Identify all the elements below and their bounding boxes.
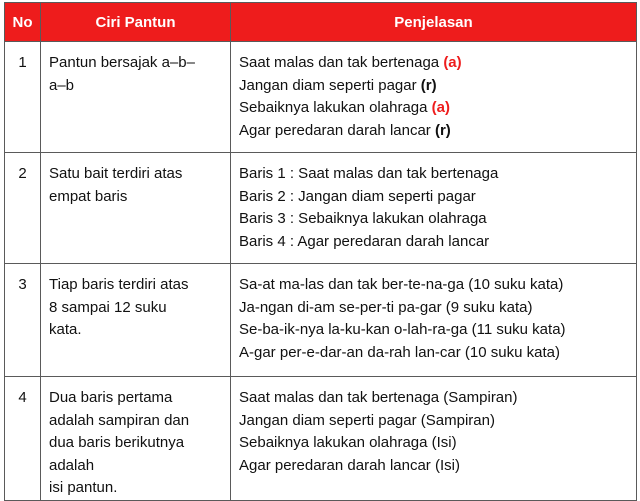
penjelasan-line <box>239 75 628 98</box>
row-number: 3 <box>5 264 41 377</box>
penjelasan-cell <box>231 42 637 153</box>
ciri-cell <box>41 264 231 377</box>
penjelasan-cell <box>231 377 637 501</box>
ciri-line: Tiap baris terdiri atas <box>49 276 189 293</box>
ciri-line: kata. <box>49 321 82 338</box>
penjelasan-line: Baris 2 : Jangan diam seperti pagar <box>239 187 476 205</box>
ciri-line: adalah sampiran dan <box>49 411 190 429</box>
table-body <box>5 42 637 501</box>
penjelasan-line: Baris 3 : Sebaiknya lakukan olahraga <box>239 210 487 227</box>
row-number: 1 <box>5 42 41 153</box>
header-row <box>5 3 637 42</box>
ciri-line: adalah <box>49 456 95 474</box>
ciri-line: Dua baris pertama <box>49 389 173 406</box>
ciri-line: Pantun bersajak a–b– <box>49 54 195 71</box>
ciri-line: isi pantun. <box>49 479 118 496</box>
row-number: 2 <box>5 153 41 264</box>
penjelasan-text: Saat malas dan tak bertenaga <box>239 54 444 71</box>
table-row <box>5 153 637 264</box>
penjelasan-line: A-gar per-e-dar-an da-rah lan-car (10 suku kata) <box>239 343 560 361</box>
penjelasan-text: Sebaiknya lakukan olahraga <box>239 99 432 116</box>
penjelasan-line: Baris 4 : Agar peredaran darah lancar <box>239 232 490 250</box>
table-row <box>5 377 637 501</box>
table-row <box>5 42 637 153</box>
header-no: No <box>5 3 41 42</box>
penjelasan-text: Jangan diam seperti pagar <box>239 76 421 94</box>
penjelasan-cell <box>231 264 637 377</box>
pantun-table <box>4 2 637 501</box>
ciri-cell <box>41 153 231 264</box>
rhyme-mark-r: (r) <box>434 121 451 139</box>
rhyme-mark-a: (a) <box>431 99 450 116</box>
ciri-line: empat baris <box>49 187 128 205</box>
penjelasan-text: Agar peredaran darah lancar <box>239 121 435 139</box>
penjelasan-line: Sa-at ma-las dan tak ber-te-na-ga (10 suku kata) <box>239 276 564 293</box>
header-ciri-pantun: Ciri Pantun <box>41 3 231 42</box>
penjelasan-line: Sebaiknya lakukan olahraga (Isi) <box>239 434 457 451</box>
table-header <box>5 3 637 42</box>
penjelasan-line: Se-ba-ik-nya la-ku-kan o-lah-ra-ga (11 suku kata) <box>239 321 566 338</box>
ciri-line: a–b <box>49 76 75 94</box>
ciri-cell <box>41 42 231 153</box>
ciri-cell <box>41 377 231 501</box>
rhyme-mark-a: (a) <box>443 54 462 71</box>
penjelasan-line <box>239 97 628 120</box>
ciri-line: Satu bait terdiri atas <box>49 165 183 182</box>
penjelasan-line: Baris 1 : Saat malas dan tak bertenaga <box>239 165 499 182</box>
penjelasan-line: Agar peredaran darah lancar (Isi) <box>239 456 460 474</box>
table-row <box>5 264 637 377</box>
penjelasan-line: Ja-ngan di-am se-per-ti pa-gar (9 suku kata) <box>239 298 533 316</box>
penjelasan-line <box>239 52 628 75</box>
penjelasan-line: Jangan diam seperti pagar (Sampiran) <box>239 411 495 429</box>
header-penjelasan: Penjelasan <box>231 3 637 42</box>
penjelasan-line: Saat malas dan tak bertenaga (Sampiran) <box>239 389 518 406</box>
ciri-line: 8 sampai 12 suku <box>49 298 167 316</box>
row-number: 4 <box>5 377 41 501</box>
rhyme-mark-r: (r) <box>420 76 437 94</box>
ciri-line: dua baris berikutnya <box>49 434 185 451</box>
penjelasan-line <box>239 120 628 143</box>
penjelasan-cell <box>231 153 637 264</box>
